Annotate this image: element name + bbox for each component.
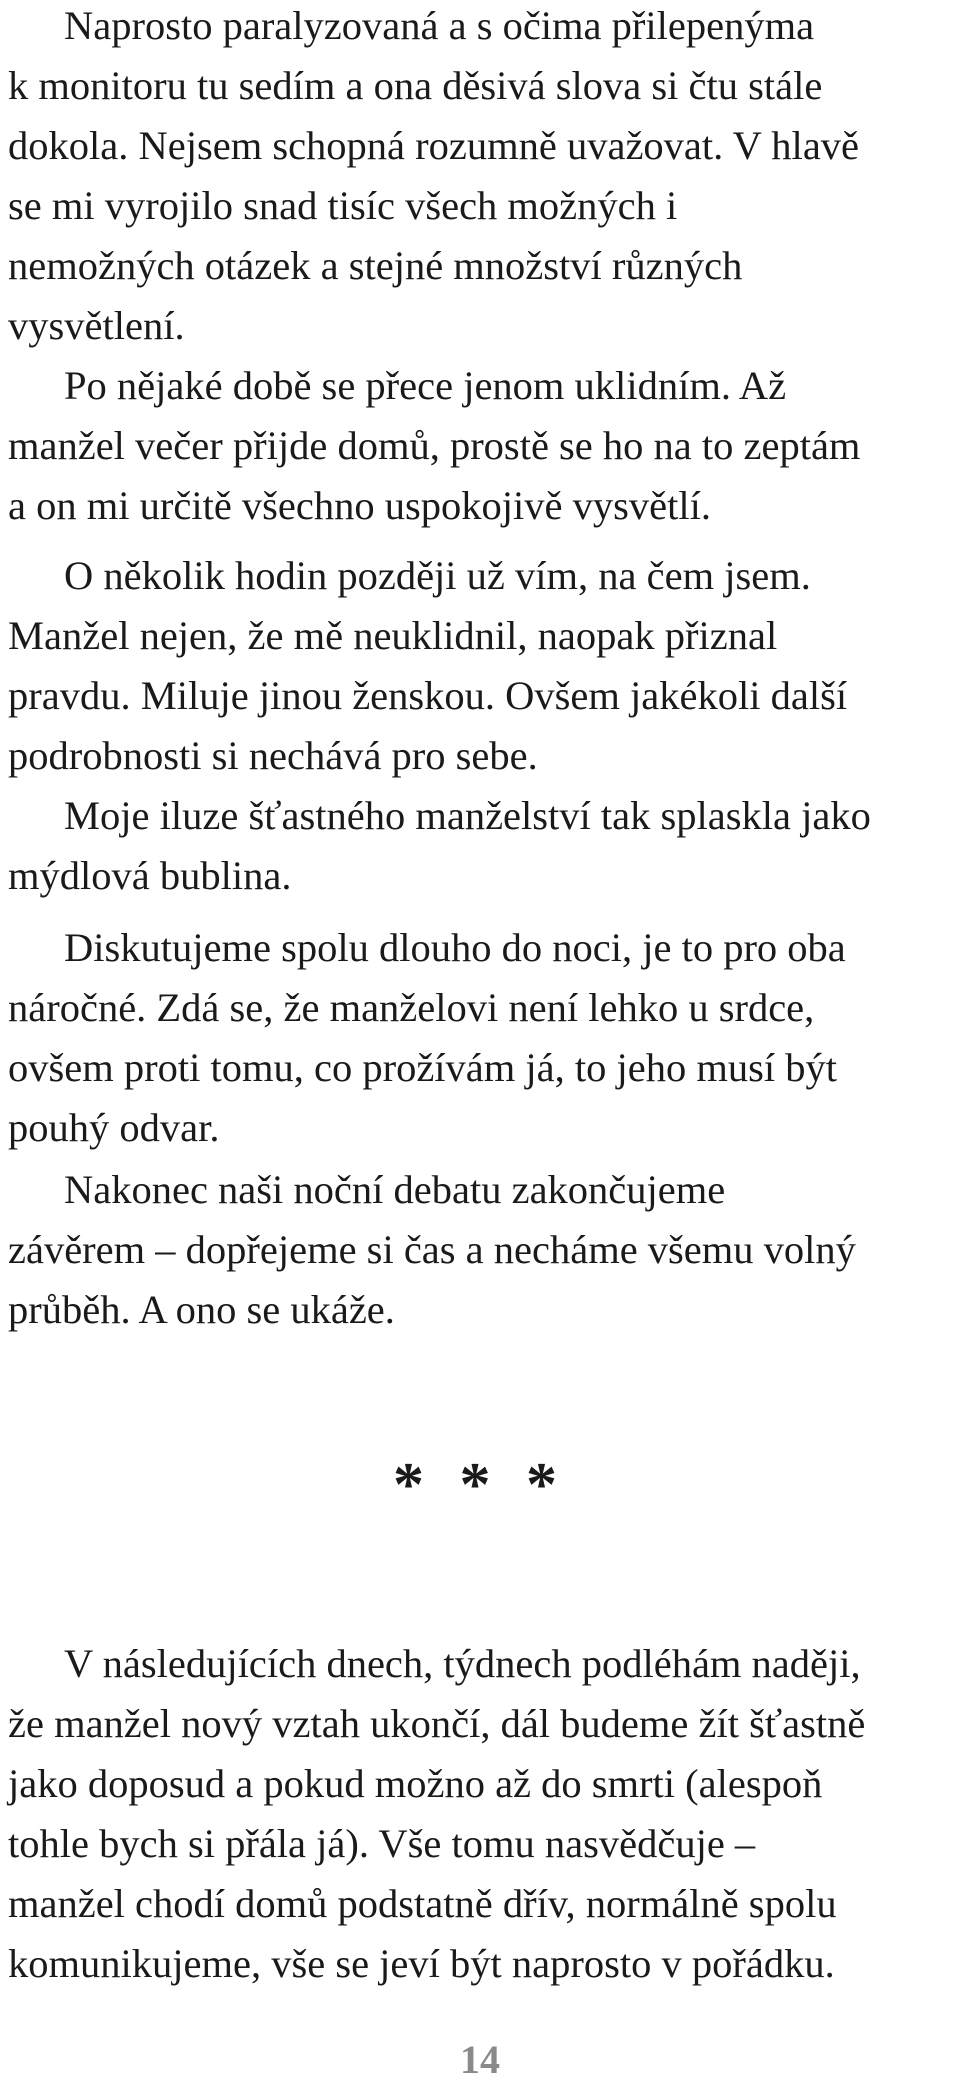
text-line: a on mi určitě všechno uspokojivě vysvětlí. <box>8 483 711 528</box>
text-line: podrobnosti si nechává pro sebe. <box>8 733 538 778</box>
text-line: manžel večer přijde domů, prostě se ho na to zeptám <box>8 423 861 468</box>
text-line: dokola. Nejsem schopná rozumně uvažovat. V hlavě <box>8 123 860 168</box>
text-line: Moje iluze šťastného manželství tak splaskla jako <box>64 793 871 838</box>
paragraph-7 <box>8 1634 960 1994</box>
text-line: závěrem – dopřejeme si čas a necháme všemu volný <box>8 1227 856 1272</box>
text-line: tohle bych si přála já). Vše tomu nasvědčuje – <box>8 1821 756 1866</box>
paragraph-3 <box>8 546 960 786</box>
paragraph-1 <box>8 0 960 356</box>
paragraph-4 <box>8 786 960 906</box>
text-line: Nakonec naši noční debatu zakončujeme <box>64 1167 726 1212</box>
text-line: mýdlová bublina. <box>8 853 292 898</box>
text-line: k monitoru tu sedím a ona děsivá slova si čtu stále <box>8 63 823 108</box>
text-line: Po nějaké době se přece jenom uklidním. Až <box>64 363 787 408</box>
text-line: že manžel nový vztah ukončí, dál budeme žít šťastně <box>8 1701 866 1746</box>
page-number: 14 <box>460 2037 500 2082</box>
text-line: vysvětlení. <box>8 303 185 348</box>
section-separator: * * * <box>393 1451 567 1519</box>
text-line: jako doposud a pokud možno až do smrti (alespoň <box>8 1761 823 1806</box>
paragraph-5 <box>8 918 960 1158</box>
text-line: Diskutujeme spolu dlouho do noci, je to pro oba <box>64 925 846 970</box>
text-line: manžel chodí domů podstatně dřív, normálně spolu <box>8 1881 837 1926</box>
text-line: O několik hodin později už vím, na čem jsem. <box>64 553 811 598</box>
text-line: se mi vyrojilo snad tisíc všech možných i <box>8 183 678 228</box>
text-line: nemožných otázek a stejné množství různých <box>8 243 743 288</box>
text-line: komunikujeme, vše se jeví být naprosto v pořádku. <box>8 1941 835 1986</box>
paragraph-2 <box>8 356 960 536</box>
text-line: náročné. Zdá se, že manželovi není lehko u srdce, <box>8 985 815 1030</box>
text-line: ovšem proti tomu, co prožívám já, to jeho musí být <box>8 1045 838 1090</box>
text-line: průběh. A ono se ukáže. <box>8 1287 395 1332</box>
text-line: Naprosto paralyzovaná a s očima přilepenýma <box>64 3 815 48</box>
text-line: pravdu. Miluje jinou ženskou. Ovšem jakékoli další <box>8 673 848 718</box>
text-line: V následujících dnech, týdnech podléhám naději, <box>64 1641 861 1686</box>
text-line: pouhý odvar. <box>8 1105 220 1150</box>
paragraph-6 <box>8 1160 960 1340</box>
text-line: Manžel nejen, že mě neuklidnil, naopak přiznal <box>8 613 778 658</box>
